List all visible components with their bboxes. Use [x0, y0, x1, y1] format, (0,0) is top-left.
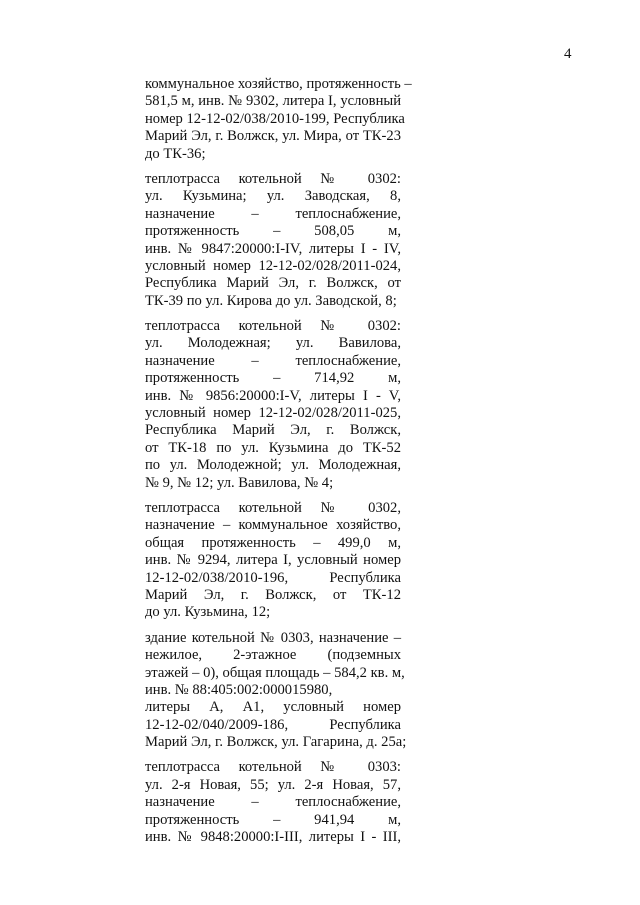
text-line: до ТК-36;: [145, 145, 206, 162]
text-line: Марий Эл, г. Волжск, от ТК-12: [145, 586, 401, 603]
text-line: инв. № 9848:20000:I-III, литеры I - III,: [145, 829, 401, 846]
text-line: ТК-39 по ул. Кирова до ул. Заводской, 8;: [145, 292, 397, 309]
text-line: номер 12-12-02/038/2010-199, Республика: [145, 110, 405, 127]
text-line: по ул. Молодежной; ул. Молодежная,: [145, 457, 401, 474]
text-line: 581,5 м, инв. № 9302, литера I, условный: [145, 93, 401, 110]
entry-5: [145, 629, 407, 752]
entry-3: [145, 318, 401, 492]
text-line: коммунальное хозяйство, протяженность –: [145, 76, 412, 92]
text-line: назначение – теплоснабжение,: [145, 352, 401, 369]
text-line: 12-12-02/040/2009-186, Республика: [145, 716, 401, 733]
text-line: литеры А, А1, условный номер: [145, 699, 401, 716]
document-body: [145, 76, 412, 854]
text-line: от ТК-18 по ул. Кузьмина до ТК-52: [145, 439, 401, 456]
text-line: Марий Эл, г. Волжск, ул. Мира, от ТК-23: [145, 128, 401, 145]
text-line: теплотрасса котельной № 0302:: [145, 318, 401, 335]
text-line: назначение – коммунальное хозяйство,: [145, 517, 401, 534]
text-line: ул. Кузьмина; ул. Заводская, 8,: [145, 188, 401, 205]
text-line: Марий Эл, г. Волжск, ул. Гагарина, д. 25а;: [145, 734, 407, 751]
text-line: теплотрасса котельной № 0302,: [145, 499, 401, 516]
text-line: инв. № 88:405:002:000015980,: [145, 681, 333, 698]
text-line: теплотрасса котельной № 0303:: [145, 759, 401, 776]
text-line: этажей – 0), общая площадь – 584,2 кв. м,: [145, 664, 405, 681]
text-line: нежилое, 2-этажное (подземных: [145, 647, 401, 664]
text-line: ул. Молодежная; ул. Вавилова,: [145, 335, 401, 352]
text-line: инв. № 9294, литера I, условный номер: [145, 552, 401, 569]
text-line: инв. № 9847:20000:I-IV, литеры I - IV,: [145, 240, 401, 257]
text-line: протяженность – 714,92 м,: [145, 370, 401, 387]
entry-4: [145, 500, 401, 622]
text-line: назначение – теплоснабжение,: [145, 794, 401, 811]
text-line: протяженность – 941,94 м,: [145, 811, 401, 828]
text-line: условный номер 12-12-02/028/2011-024,: [145, 257, 401, 274]
page-number: 4: [564, 46, 572, 62]
text-line: теплотрасса котельной № 0302:: [145, 170, 401, 187]
entry-6: [145, 759, 401, 846]
text-line: Республика Марий Эл, г. Волжск,: [145, 422, 401, 439]
text-line: до ул. Кузьмина, 12;: [145, 604, 271, 621]
text-line: назначение – теплоснабжение,: [145, 205, 401, 222]
text-line: инв. № 9856:20000:I-V, литеры I - V,: [145, 387, 401, 404]
text-line: № 9, № 12; ул. Вавилова, № 4;: [145, 474, 334, 491]
text-line: общая протяженность – 499,0 м,: [145, 534, 401, 551]
text-line: 12-12-02/038/2010-196, Республика: [145, 569, 401, 586]
text-line: здание котельной № 0303, назначение –: [145, 629, 401, 646]
text-line: протяженность – 508,05 м,: [145, 223, 401, 240]
text-line: условный номер 12-12-02/028/2011-025,: [145, 405, 401, 422]
text-line: Республика Марий Эл, г. Волжск, от: [145, 275, 401, 292]
entry-1: [145, 76, 412, 163]
text-line: ул. 2-я Новая, 55; ул. 2-я Новая, 57,: [145, 776, 401, 793]
entry-2: [145, 171, 401, 310]
